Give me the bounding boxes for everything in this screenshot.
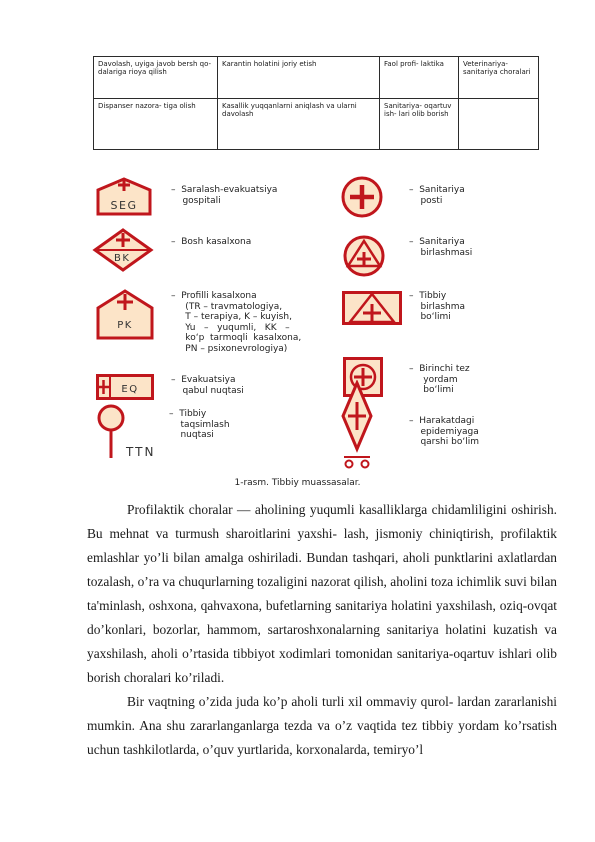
bk-label: – Bosh kasalxona [171,237,252,247]
body-text [87,498,557,762]
ttn-code: TTN [126,445,156,459]
measures-table [93,56,539,150]
table-cell: Faol profi- laktika [380,57,459,99]
eq-symbol-icon [96,374,154,400]
table-cell: Sanitariya- oqartuv ish- lari olib borish [380,99,459,149]
sanitary-unit-label: – Sanitariya birlashmasi [409,237,473,258]
ttn-label: – Tibbiy taqsimlash nuqtasi [169,409,230,440]
medical-unit-label: – Tibbiy birlashma bo‘limi [409,291,466,322]
sanitary-post-label: – Sanitariya posti [409,185,465,206]
bk-code: BK [114,253,131,264]
table-cell: Dispanser nazora- tiga olish [94,99,218,149]
mobile-epidemic-unit-label: – Harakatdagi epidemiyaga qarshi bo‘lim [409,416,479,447]
seg-code: SEG [110,199,138,212]
bk-symbol-icon [92,228,154,272]
eq-code: EQ [121,384,139,395]
sanitary-unit-icon [343,235,385,277]
seg-symbol-icon [96,176,152,216]
paragraph: Profilaktik choralar — aholining yuqumli kasalliklarga chidamliligini oshirish. Bu mehnat va turmush sharoitlarini yaxshi- lash, jismoniy chiniqtirish, profilaktik emlashlar yo’li bilan amalga oshiriladi. Bundan tashqari, aholi punktlarini axlatlardan tozalash, o’ra va chuqurlarning tozaligini nazorat qilish, aholini toza ichimlik suvi bilan ta'minlash, oshxona, qahvaxona, bufetlarning sanitariya holatini yaxshilash, oziq-ovqat do’konlari, bozorlar, hammom, sartaroshxonalarning sanitariya holatini kuzatish va yaxshilash, aholi o’rtasida tibbiyot xodimlari tomonidan sanitariya-oqartuv ishlari olib borish choralari ko’riladi. [87,502,557,685]
mobile-epidemic-unit-icon [340,380,374,470]
first-aid-unit-label: – Birinchi tez yordam bo‘limi [409,364,470,395]
medical-unit-icon [342,291,402,325]
table-cell: Veterinariya- sanitariya choralari [459,57,538,99]
ttn-symbol-icon [94,404,160,460]
seg-label: – Saralash-evakuatsiya gospitali [171,185,278,206]
table-cell: Davolash, uyiga javob bersh qo- dalariga rioya qilish [94,57,218,99]
sanitary-post-icon [341,176,383,218]
pk-label: – Profilli kasalxona (TR – travmatologiya, T – terapiya, K – kuyish, Yu – yuqumli, KK – ko‘p tarmoqli kasalxona, PN – psixonevrologiya) [171,291,302,354]
eq-label: – Evakuatsiya qabul nuqtasi [171,375,244,396]
pk-code: PK [117,320,133,331]
paragraph: Bir vaqtning o’zida juda ko’p aholi turli xil ommaviy qurol- lardan zararlanishi mumkin. Ana shu zararlanganlarga tezda va o’z vaqtida tez tibbiy yordam ko’rsatish uchun tashkilotlarda, o’quv yurtlarida, korxonalarda, temiryo’l [87,694,557,757]
table-cell [459,99,538,149]
figure-caption: 1-rasm. Tibbiy muassasalar. [234,478,361,488]
table-cell: Karantin holatini joriy etish [218,57,380,99]
table-cell: Kasallik yuqqanlarni aniqlash va ularni davolash [218,99,380,149]
pk-symbol-icon [96,288,154,340]
